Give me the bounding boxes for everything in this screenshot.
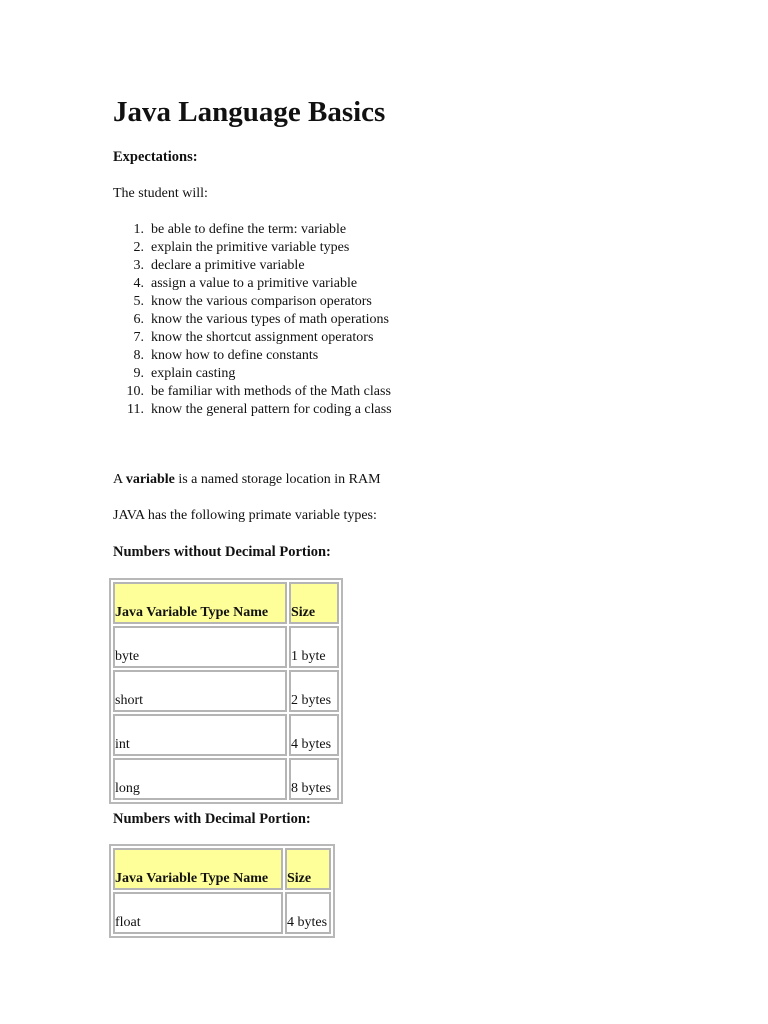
list-item-number: 7.	[133, 330, 144, 345]
list-item-text: be familiar with methods of the Math class	[151, 384, 391, 399]
table-header-row	[113, 582, 339, 624]
decimals-heading: Numbers with Decimal Portion:	[113, 811, 311, 827]
list-item-text: explain the primitive variable types	[151, 240, 350, 255]
list-item	[113, 239, 392, 257]
table-row	[113, 626, 339, 668]
list-item-text: explain casting	[151, 366, 236, 381]
type-name-cell: int	[113, 714, 287, 756]
table-row	[113, 892, 331, 934]
list-item-number: 9.	[133, 366, 144, 381]
list-item-text: declare a primitive variable	[151, 258, 305, 273]
definition-term: variable	[125, 472, 175, 487]
list-item	[113, 311, 392, 329]
column-header-type-name: Java Variable Type Name	[113, 848, 283, 890]
definition-suffix: is a named storage location in RAM	[178, 472, 381, 487]
table-row	[113, 714, 339, 756]
list-item	[113, 293, 392, 311]
variable-definition	[113, 471, 381, 489]
size-cell: 8 bytes	[289, 758, 339, 800]
list-item	[113, 347, 392, 365]
integer-types-table	[109, 578, 343, 804]
list-item-number: 2.	[133, 240, 144, 255]
list-item-text: know the various comparison operators	[151, 294, 372, 309]
list-item-text: know the shortcut assignment operators	[151, 330, 374, 345]
size-cell: 4 bytes	[285, 892, 331, 934]
table-header-row	[113, 848, 331, 890]
type-name-cell: short	[113, 670, 287, 712]
expectations-list	[113, 221, 392, 419]
list-item-text: know the various types of math operations	[151, 312, 389, 327]
list-item	[113, 329, 392, 347]
type-name-cell: long	[113, 758, 287, 800]
table-row	[113, 758, 339, 800]
types-intro: JAVA has the following primate variable types:	[113, 508, 377, 523]
list-item-number: 8.	[133, 348, 144, 363]
list-item-number: 5.	[133, 294, 144, 309]
type-name-cell: float	[113, 892, 283, 934]
list-item	[113, 365, 392, 383]
column-header-size: Size	[289, 582, 339, 624]
list-item-number: 11.	[127, 402, 144, 417]
list-item	[113, 257, 392, 275]
list-item-text: know how to define constants	[151, 348, 319, 363]
list-item-number: 1.	[133, 222, 144, 237]
list-item-number: 6.	[133, 312, 144, 327]
list-item-number: 4.	[133, 276, 144, 291]
expectations-intro: The student will:	[113, 186, 208, 201]
list-item-number: 10.	[126, 384, 144, 399]
list-item	[113, 401, 392, 419]
list-item-text: know the general pattern for coding a class	[151, 402, 392, 417]
list-item-number: 3.	[133, 258, 144, 273]
decimal-types-table	[109, 844, 335, 938]
list-item	[113, 383, 392, 401]
type-name-cell: byte	[113, 626, 287, 668]
integers-heading: Numbers without Decimal Portion:	[113, 544, 331, 560]
list-item	[113, 275, 392, 293]
expectations-heading: Expectations:	[113, 149, 198, 165]
list-item-text: be able to define the term: variable	[151, 222, 347, 237]
list-item	[113, 221, 392, 239]
size-cell: 2 bytes	[289, 670, 339, 712]
column-header-size: Size	[285, 848, 331, 890]
list-item-text: assign a value to a primitive variable	[151, 276, 358, 291]
page-title: Java Language Basics	[113, 96, 386, 128]
column-header-type-name: Java Variable Type Name	[113, 582, 287, 624]
size-cell: 4 bytes	[289, 714, 339, 756]
table-row	[113, 670, 339, 712]
size-cell: 1 byte	[289, 626, 339, 668]
definition-prefix: A	[113, 472, 123, 487]
